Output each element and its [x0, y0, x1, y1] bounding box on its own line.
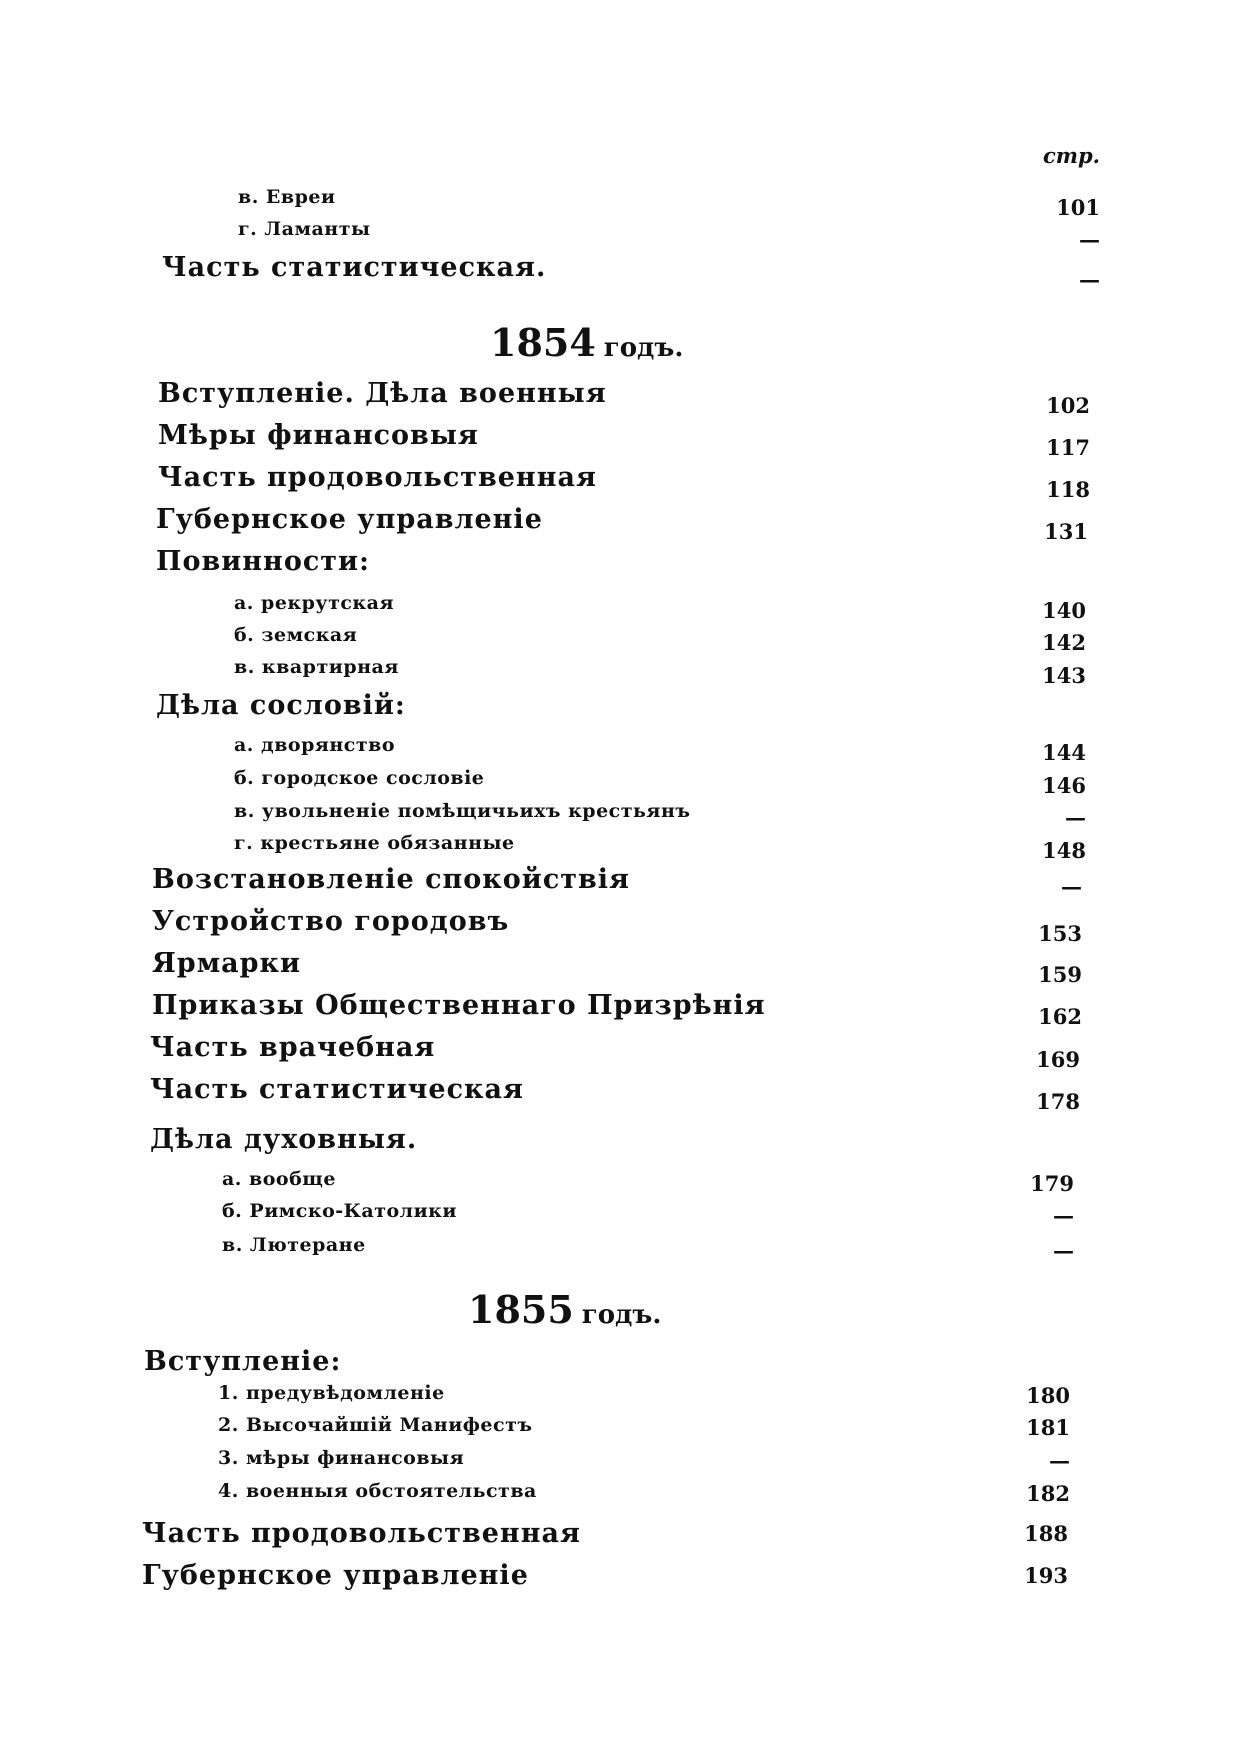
toc-entry-text: 4. военныя обстоятельства — [218, 1480, 537, 1502]
toc-entry-text: г. крестьяне обязанные — [234, 832, 515, 854]
toc-entry-text: в. квартирная — [234, 656, 399, 678]
toc-entry-text: Губернское управленіе — [156, 504, 543, 535]
toc-entry-text: Возстановленіе спокойствія — [152, 864, 630, 895]
toc-entry-page: — — [1065, 805, 1086, 830]
toc-entry-page: — — [1053, 1238, 1074, 1263]
toc-entry-page: 159 — [1038, 962, 1082, 987]
toc-entry-text: Вступленіе. Дѣла военныя — [158, 378, 607, 409]
toc-entry-page: 143 — [1042, 663, 1086, 688]
toc-entry-text: Часть продовольственная — [158, 462, 597, 493]
toc-entry-text: Часть статистическая. — [162, 252, 547, 283]
toc-entry-page: 169 — [1036, 1047, 1080, 1072]
toc-entry-page: 101 — [1056, 195, 1100, 220]
toc-entry-page: 117 — [1046, 435, 1090, 460]
toc-entry-page: 178 — [1036, 1089, 1080, 1114]
toc-group-heading: Дѣла духовныя. — [150, 1124, 418, 1155]
toc-entry-page: 148 — [1042, 838, 1086, 863]
section-heading-1855 — [468, 1287, 661, 1332]
toc-entry-page: 182 — [1026, 1481, 1070, 1506]
toc-entry-text: а. вообще — [222, 1168, 336, 1190]
toc-entry-text: Ярмарки — [152, 948, 302, 979]
page-column-label: стр. — [1042, 143, 1100, 168]
toc-entry-page: — — [1079, 227, 1100, 252]
toc-group-heading: Повинности: — [156, 546, 370, 577]
heading-word: годъ. — [581, 1300, 662, 1330]
toc-entry-page: — — [1061, 874, 1082, 899]
toc-entry-text: б. Римско-Католики — [222, 1200, 457, 1222]
toc-entry-page: 144 — [1042, 740, 1086, 765]
toc-entry-text: 2. Высочайшій Манифестъ — [218, 1414, 533, 1436]
toc-entry-page: — — [1079, 267, 1100, 292]
toc-entry-page: 102 — [1046, 393, 1090, 418]
toc-entry-page: 153 — [1038, 921, 1082, 946]
toc-entry-page: 179 — [1030, 1171, 1074, 1196]
toc-entry-page: 162 — [1038, 1004, 1082, 1029]
toc-group-heading: Дѣла сословій: — [156, 690, 406, 721]
toc-entry-text: Часть продовольственная — [142, 1518, 581, 1549]
toc-entry-text: в. Лютеране — [222, 1234, 366, 1256]
toc-group-heading: Вступленіе: — [144, 1346, 342, 1377]
toc-entry-page: 140 — [1042, 598, 1086, 623]
toc-entry-page: 180 — [1026, 1383, 1070, 1408]
toc-entry-page: 188 — [1024, 1521, 1068, 1546]
toc-entry-page: — — [1053, 1203, 1074, 1228]
toc-entry-text: б. городское сословіе — [234, 767, 485, 789]
toc-entry-text: в. Евреи — [238, 186, 336, 208]
heading-year: 1855 — [468, 1287, 574, 1332]
toc-entry-page: 118 — [1046, 477, 1090, 502]
toc-entry-text: в. увольненіе помѣщичьихъ крестьянъ — [234, 800, 691, 822]
toc-entry-page: 181 — [1026, 1415, 1070, 1440]
toc-entry-text: Часть статистическая — [150, 1074, 524, 1105]
toc-entry-text: а. рекрутская — [234, 592, 394, 614]
toc-entry-text: 1. предувѣдомленіе — [218, 1382, 445, 1404]
toc-entry-text: а. дворянство — [234, 734, 396, 756]
toc-entry-page: 146 — [1042, 773, 1086, 798]
toc-entry-page: 131 — [1044, 519, 1088, 544]
toc-entry-text: Губернское управленіе — [142, 1560, 529, 1591]
toc-entry-text: 3. мѣры финансовыя — [218, 1447, 465, 1469]
heading-word: годъ. — [603, 333, 684, 363]
toc-entry-text: г. Ламанты — [238, 218, 371, 240]
toc-entry-page: 142 — [1042, 630, 1086, 655]
toc-entry-text: б. земская — [234, 624, 358, 646]
toc-entry-text: Часть врачебная — [150, 1032, 436, 1063]
toc-entry-page: — — [1049, 1448, 1070, 1473]
section-heading-1854 — [490, 320, 683, 365]
toc-entry-text: Приказы Общественнаго Призрѣнія — [152, 990, 766, 1021]
toc-entry-text: Устройство городовъ — [152, 906, 510, 937]
toc-entry-text: Мѣры финансовыя — [158, 420, 479, 451]
heading-year: 1854 — [490, 320, 596, 365]
toc-entry-page: 193 — [1024, 1563, 1068, 1588]
